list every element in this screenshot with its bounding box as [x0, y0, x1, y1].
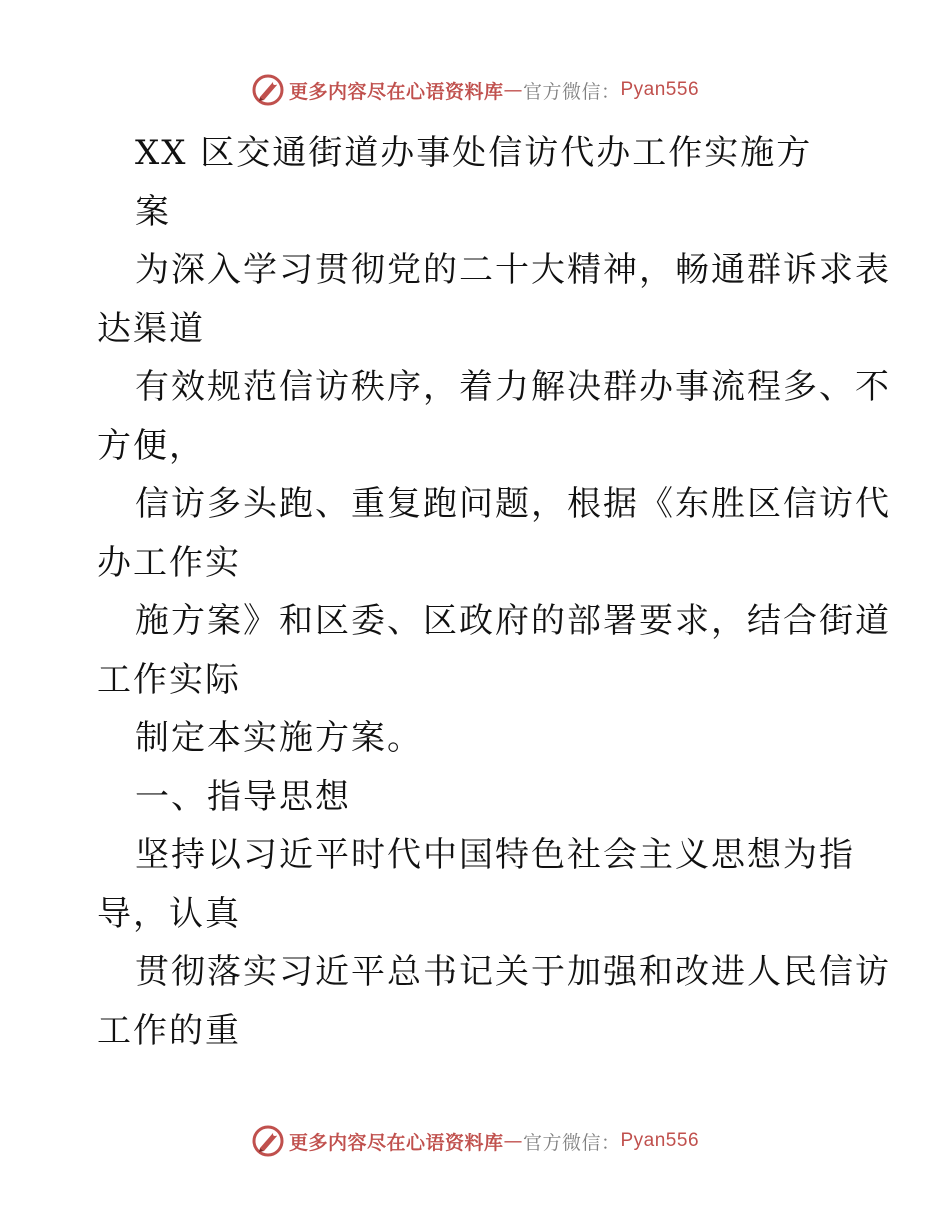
document-text-line: 坚持以习近平时代中国特色社会主义思想为指	[135, 835, 855, 875]
document-text-line: 一、指导思想	[135, 776, 351, 817]
document-body	[97, 124, 891, 1060]
watermark-main-text: 更多内容尽在心语资料库	[288, 1131, 504, 1154]
document-text-line: 工作的重	[97, 1010, 241, 1051]
watermark-separator: —	[503, 79, 523, 101]
watermark-label: 官方微信：	[522, 80, 621, 103]
watermark-wechat-id: Pyan556	[620, 79, 700, 100]
pen-circle-logo-icon	[251, 73, 285, 107]
document-text-line: 工作实际	[97, 659, 241, 700]
document-text-line: 为深入学习贯彻党的二十大精神，畅通群诉求表	[135, 250, 891, 290]
pen-circle-logo-icon	[251, 1124, 285, 1158]
document-text-line: 贯彻落实习近平总书记关于加强和改进人民信访	[135, 952, 891, 992]
document-text-line: 办工作实	[97, 542, 241, 583]
watermark-separator: —	[503, 1130, 523, 1152]
document-text-line: 导，认真	[97, 893, 241, 934]
footer-watermark	[0, 1121, 950, 1161]
watermark-label: 官方微信：	[522, 1131, 621, 1154]
watermark-main-text: 更多内容尽在心语资料库	[288, 80, 504, 103]
header-watermark	[0, 70, 950, 110]
document-text-line: 达渠道	[97, 308, 205, 349]
document-text-line: 信访多头跑、重复跑问题，根据《东胜区信访代	[135, 484, 891, 524]
document-text-line: 有效规范信访秩序，着力解决群办事流程多、不	[135, 367, 891, 407]
document-text-line: 施方案》和区委、区政府的部署要求，结合街道	[135, 601, 891, 641]
watermark-wechat-id: Pyan556	[620, 1130, 700, 1151]
document-text-line: 方便，	[97, 425, 205, 466]
document-text-line: 制定本实施方案。	[135, 718, 423, 758]
document-title-line: 案	[135, 191, 171, 232]
document-title-line: XX 区交通街道办事处信访代办工作实施方	[135, 133, 813, 173]
